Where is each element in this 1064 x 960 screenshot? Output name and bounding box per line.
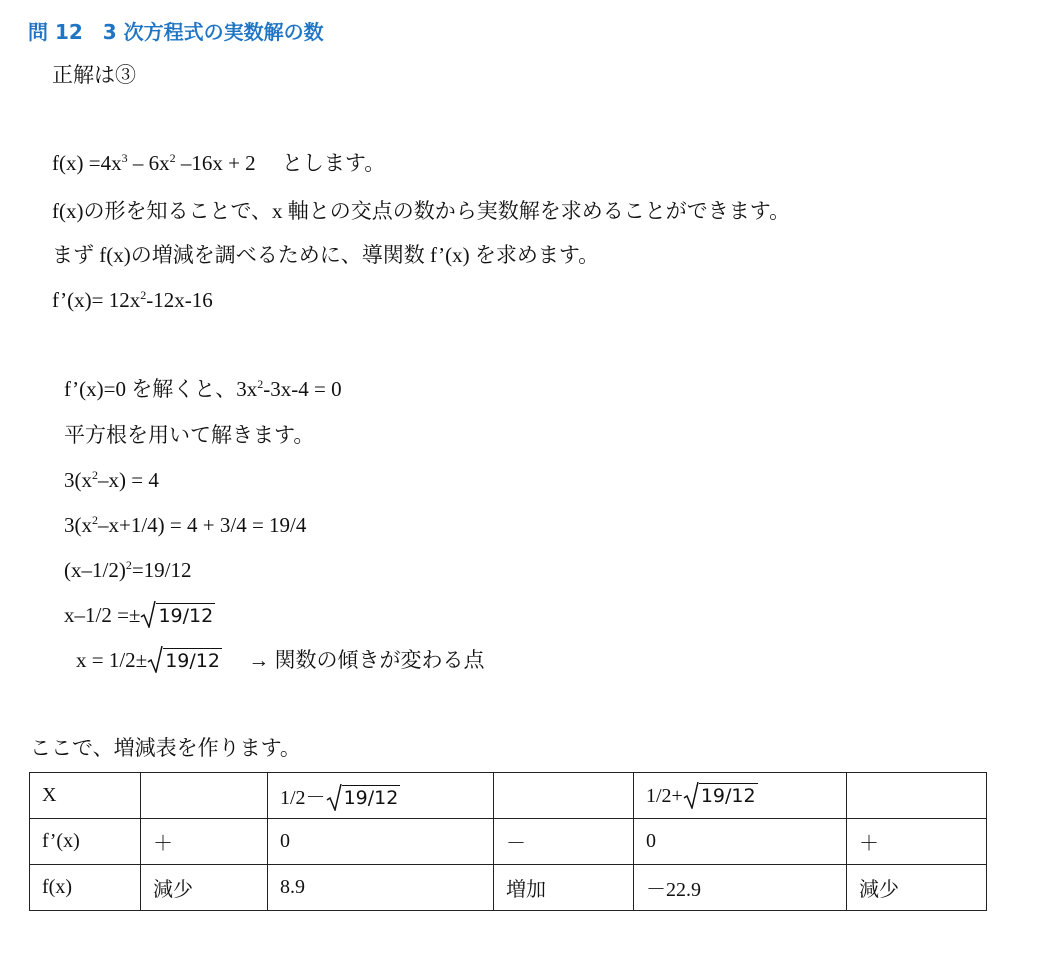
text-segment: 3(x xyxy=(64,513,92,537)
superscript: 2 xyxy=(169,151,176,165)
function-definition xyxy=(52,150,385,176)
table-row xyxy=(30,773,987,819)
radical-sign-icon xyxy=(326,783,342,811)
table-cell: 8.9 xyxy=(268,865,494,911)
square-root xyxy=(683,783,758,808)
table-cell: 減少 xyxy=(847,865,987,911)
radicand: 19/12 xyxy=(343,787,399,809)
text-segment: f’(x)=0 を解くと、3x xyxy=(64,377,258,401)
radicand: 19/12 xyxy=(700,785,756,807)
text-segment: (x–1/2) xyxy=(64,558,126,582)
equation-line xyxy=(64,602,215,628)
table-cell: f’(x) xyxy=(30,819,141,865)
equation-line xyxy=(64,467,159,493)
table-cell: ＋ xyxy=(847,819,987,865)
radical-sign-icon xyxy=(140,600,156,628)
explanation-line: ここで、増減表を作ります。 xyxy=(30,736,301,760)
table-row xyxy=(30,819,987,865)
problem-title: 問 12 3 次方程式の実数解の数 xyxy=(28,20,324,44)
text-segment: x–1/2 =± xyxy=(64,603,141,627)
text-segment: x = 1/2± xyxy=(76,648,148,672)
explanation-line: f(x)の形を知ることで、x 軸との交点の数から実数解を求めることができます。 xyxy=(52,199,791,223)
derivative-line xyxy=(52,287,213,313)
table-row xyxy=(30,865,987,911)
radicand: 19/12 xyxy=(158,605,214,627)
table-cell: X xyxy=(30,773,141,819)
table-cell xyxy=(634,773,847,819)
text-segment: –16x + 2 とします。 xyxy=(175,151,386,175)
text-segment: –x+1/4) = 4 + 3/4 = 19/4 xyxy=(98,513,307,537)
radical-sign-icon xyxy=(683,781,699,809)
text-segment: –x) = 4 xyxy=(98,468,159,492)
table-cell: f(x) xyxy=(30,865,141,911)
equation-line xyxy=(64,512,306,538)
text-segment: – 6x xyxy=(127,151,170,175)
answer-line: 正解は③ xyxy=(52,63,136,87)
superscript: 2 xyxy=(92,468,98,482)
text-segment: 1/2+ xyxy=(646,785,683,807)
equation-line xyxy=(76,647,484,673)
text-segment: =19/12 xyxy=(131,558,192,582)
equation-line xyxy=(64,557,192,583)
radicand: 19/12 xyxy=(165,650,220,672)
square-root xyxy=(147,647,222,673)
table-cell: 増加 xyxy=(494,865,634,911)
text-segment: 3(x xyxy=(64,468,92,492)
text-segment: → 関数の傾きが変わる点 xyxy=(221,648,485,672)
superscript: 2 xyxy=(125,558,132,572)
text-segment: f’(x)= 12x xyxy=(52,288,141,312)
equation-line xyxy=(64,376,342,402)
table-cell: 0 xyxy=(634,819,847,865)
table-cell: ＋ xyxy=(141,819,268,865)
table-cell: 0 xyxy=(268,819,494,865)
superscript: 2 xyxy=(140,288,147,302)
superscript: 2 xyxy=(92,513,98,527)
superscript: 3 xyxy=(121,151,128,165)
text-segment: 1/2－ xyxy=(280,787,326,809)
table-cell: － xyxy=(494,819,634,865)
table-cell: －22.9 xyxy=(634,865,847,911)
table-cell xyxy=(494,773,634,819)
increase-decrease-table xyxy=(29,772,987,911)
radical-sign-icon xyxy=(147,645,163,673)
superscript: 2 xyxy=(257,377,264,391)
square-root xyxy=(140,602,215,628)
table-cell xyxy=(268,773,494,819)
table-cell: 減少 xyxy=(141,865,268,911)
text-segment: f(x) =4x xyxy=(52,151,122,175)
explanation-line: 平方根を用いて解きます。 xyxy=(64,423,315,447)
table-cell xyxy=(141,773,268,819)
table-cell xyxy=(847,773,987,819)
square-root xyxy=(326,785,401,810)
explanation-line: まず f(x)の増減を調べるために、導関数 f’(x) を求めます。 xyxy=(52,243,600,267)
text-segment: -12x-16 xyxy=(146,288,213,312)
text-segment: -3x-4 = 0 xyxy=(263,377,342,401)
